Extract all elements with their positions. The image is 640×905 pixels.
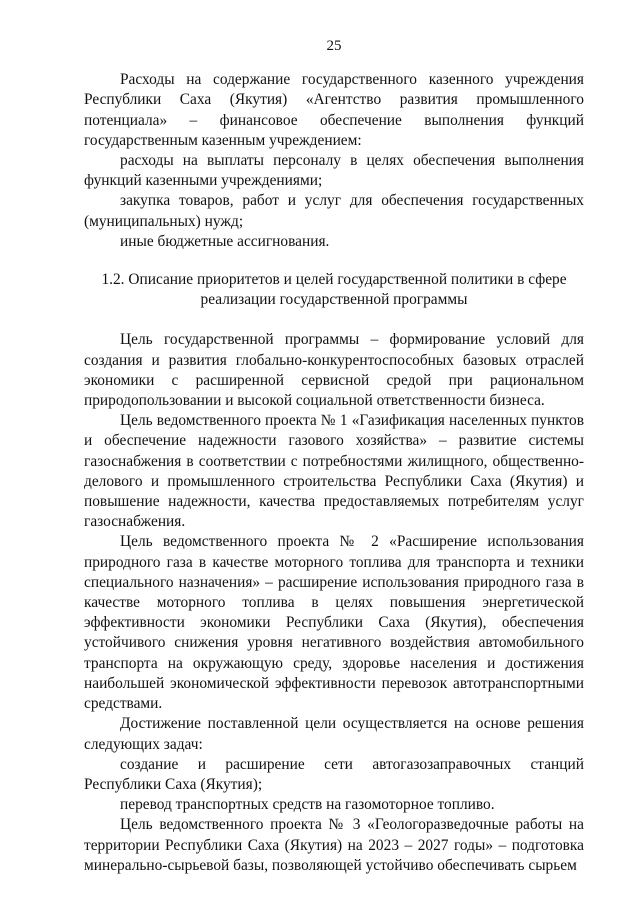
paragraph-project-1-goal: Цель ведомственного проекта № 1 «Газификация населенных пунктов и обеспечение надежности газового хозяйства» – развитие системы газоснабжения в соответствии с потребностями жилищного, общественно-делового и промышленного строительства Республики Саха (Якутия) и повышение надежности, качества предоставляемых потребителям услуг газоснабжения. [84, 412, 584, 531]
paragraph-project-3-goal: Цель ведомственного проекта № 3 «Геологоразведочные работы на территории Республики Саха (Якутия) на 2023 – 2027 годы» – подготовка минерально-сырьевой базы, позволяющей устойчиво обеспечивать сырьем [84, 816, 584, 874]
paragraph-procurement: закупка товаров, работ и услуг для обеспечения государственных (муниципальных) нужд; [84, 192, 584, 230]
paragraph-staff-payments: расходы на выплаты персоналу в целях обеспечения выполнения функций казенными учреждениями; [84, 152, 584, 190]
page-number: 25 [326, 38, 342, 54]
section-heading-line-2: реализации государственной программы [200, 291, 468, 309]
paragraph-expenses-agency: Расходы на содержание государственного казенного учреждения Республики Саха (Якутия) «Агентство развития промышленного потенциала» – финансовое обеспечение выполнения функций государственным казенным учреждением: [84, 71, 584, 149]
paragraphs-after-heading [84, 330, 584, 875]
paragraph-other-allocations: иные бюджетные ассигнования. [120, 232, 330, 250]
paragraph-task-vehicles: перевод транспортных средств на газомоторное топливо. [120, 796, 495, 814]
section-heading-line-1: 1.2. Описание приоритетов и целей государственной политики в сфере [101, 271, 567, 289]
paragraphs-before-heading [84, 70, 584, 252]
section-heading [84, 270, 584, 310]
paragraph-project-2-goal: Цель ведомственного проекта № 2 «Расширение использования природного газа в качестве моторного топлива для транспорта и техники специального назначения» – расширение использования природного газа в качестве моторного топлива в целях повышения энергетической эффективности экономики Республики Саха (Якутия), обеспечения устойчивого снижения уровня негативного воздействия автомобильного транспорта на окружающую среду, здоровье населения и достижения наибольшей экономической эффективности перевозок автотранспортными средствами. [84, 533, 584, 713]
paragraph-task-stations: создание и расширение сети автогазозаправочных станций Республики Саха (Якутия); [84, 755, 584, 793]
paragraph-program-goal: Цель государственной программы – формирование условий для создания и развития глобально-конкурентоспособных базовых отраслей экономики с расширенной сервисной средой при рациональном природопользовании и высокой социальной ответственности бизнеса. [84, 331, 584, 410]
paragraph-tasks-intro: Достижение поставленной цели осуществляется на основе решения следующих задач: [84, 715, 584, 753]
